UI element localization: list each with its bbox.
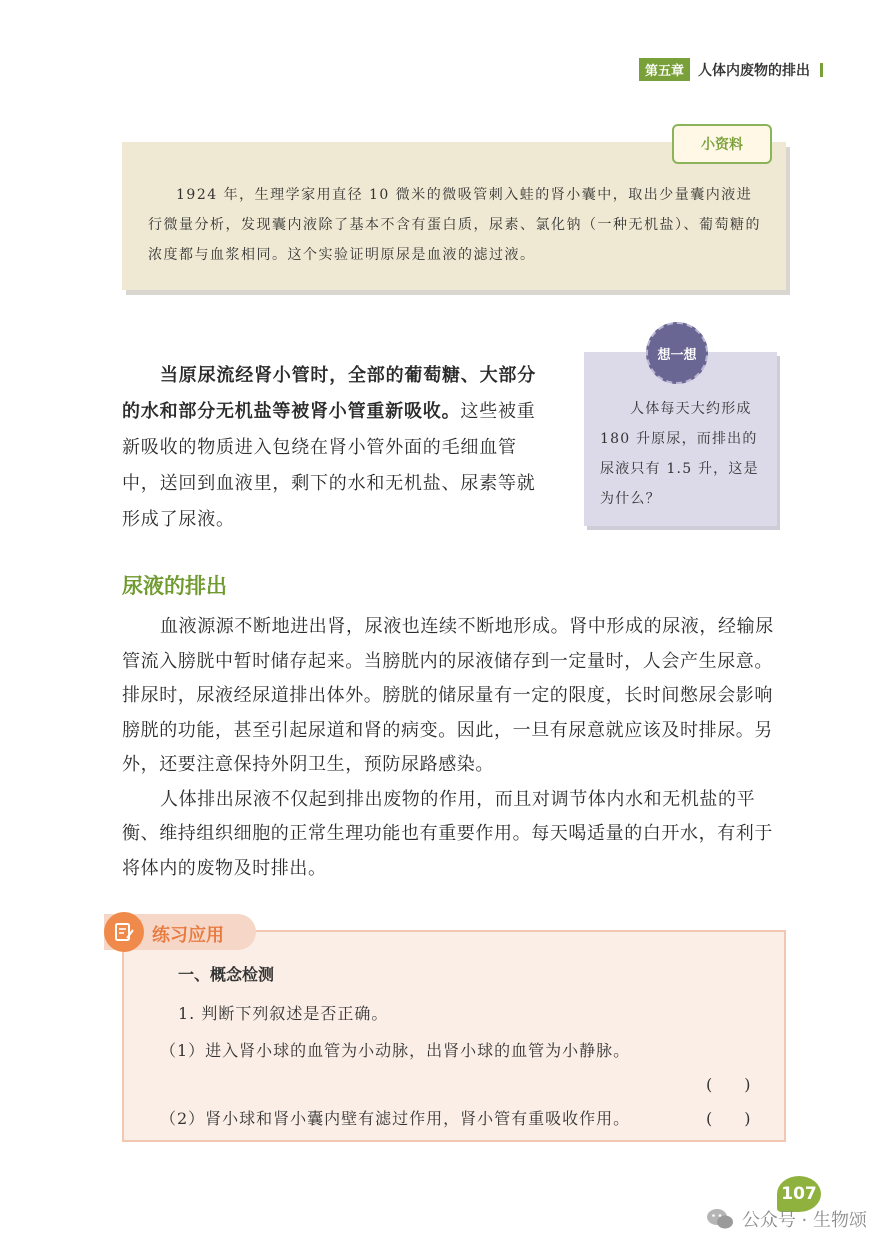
think-badge: 想一想 [646, 322, 708, 384]
answer-blank-2[interactable]: ( ) [706, 1109, 751, 1128]
chapter-bar [820, 63, 823, 77]
page-number: 107 [777, 1176, 821, 1212]
section-paragraph: 人体排出尿液不仅起到排出废物的作用，而且对调节体内水和无机盐的平衡、维持组织细胞的正常生理功能也有重要作用。每天喝适量的白开水，有利于将体内的废物及时排出。 [122, 788, 773, 879]
exercise-question: 1. 判断下列叙述是否正确。 [178, 1004, 389, 1023]
section-body [122, 610, 788, 886]
wechat-icon [706, 1208, 734, 1230]
exercise-heading: 一、概念检测 [178, 965, 275, 984]
info-box [122, 137, 786, 290]
chapter-header [639, 58, 823, 81]
think-box [584, 347, 777, 526]
watermark [706, 1206, 867, 1232]
answer-blank-1[interactable]: ( ) [706, 1075, 751, 1094]
info-box-text: 1924 年，生理学家用直径 10 微米的微吸管刺入蛙的肾小囊中，取出少量囊内液进行微量分析，发现囊内液除了基本不含有蛋白质，尿素、氯化钠（一种无机盐）、葡萄糖的浓度都与血浆相同。这个实验证明原尿是血液的滤过液。 [148, 187, 761, 263]
exercise-item-2: （2）肾小球和肾小囊内壁有滤过作用，肾小管有重吸收作用。 [160, 1109, 631, 1128]
chapter-title: 人体内废物的排出 [698, 62, 810, 79]
main-paragraph-bold: 当原尿流经肾小管时，全部的葡萄糖、大部分的水和部分无机盐等被肾小管重新吸收。 [122, 365, 536, 422]
chapter-tag: 第五章 [639, 58, 690, 81]
info-box-tab: 小资料 [672, 124, 772, 164]
main-paragraph [122, 358, 554, 538]
think-box-text: 人体每天大约形成 180 升原尿，而排出的尿液只有 1.5 升，这是为什么？ [600, 401, 759, 507]
exercise-label: 练习应用 [152, 925, 224, 946]
section-title: 尿液的排出 [122, 574, 227, 598]
exercise-item-1: （1）进入肾小球的血管为小动脉，出肾小球的血管为小静脉。 [160, 1041, 631, 1060]
section-paragraph: 血液源源不断地进出肾，尿液也连续不断地形成。肾中形成的尿液，经输尿管流入膀胱中暂时储存起来。当膀胱内的尿液储存到一定量时，人会产生尿意。排尿时，尿液经尿道排出体外。膀胱的储尿量有一定的限度，长时间憋尿会影响膀胱的功能，甚至引起尿道和肾的病变。因此，一旦有尿意就应该及时排尿。另外，还要注意保持外阴卫生，预防尿路感染。 [122, 616, 774, 775]
watermark-text: 公众号 · 生物颂 [741, 1210, 867, 1231]
pencil-notebook-icon [104, 912, 144, 952]
main-paragraph-text: 这些被重新吸收的物质进入包绕在肾小管外面的毛细血管中，送回到血液里，剩下的水和无机盐、尿素等就形成了尿液。 [122, 401, 536, 530]
